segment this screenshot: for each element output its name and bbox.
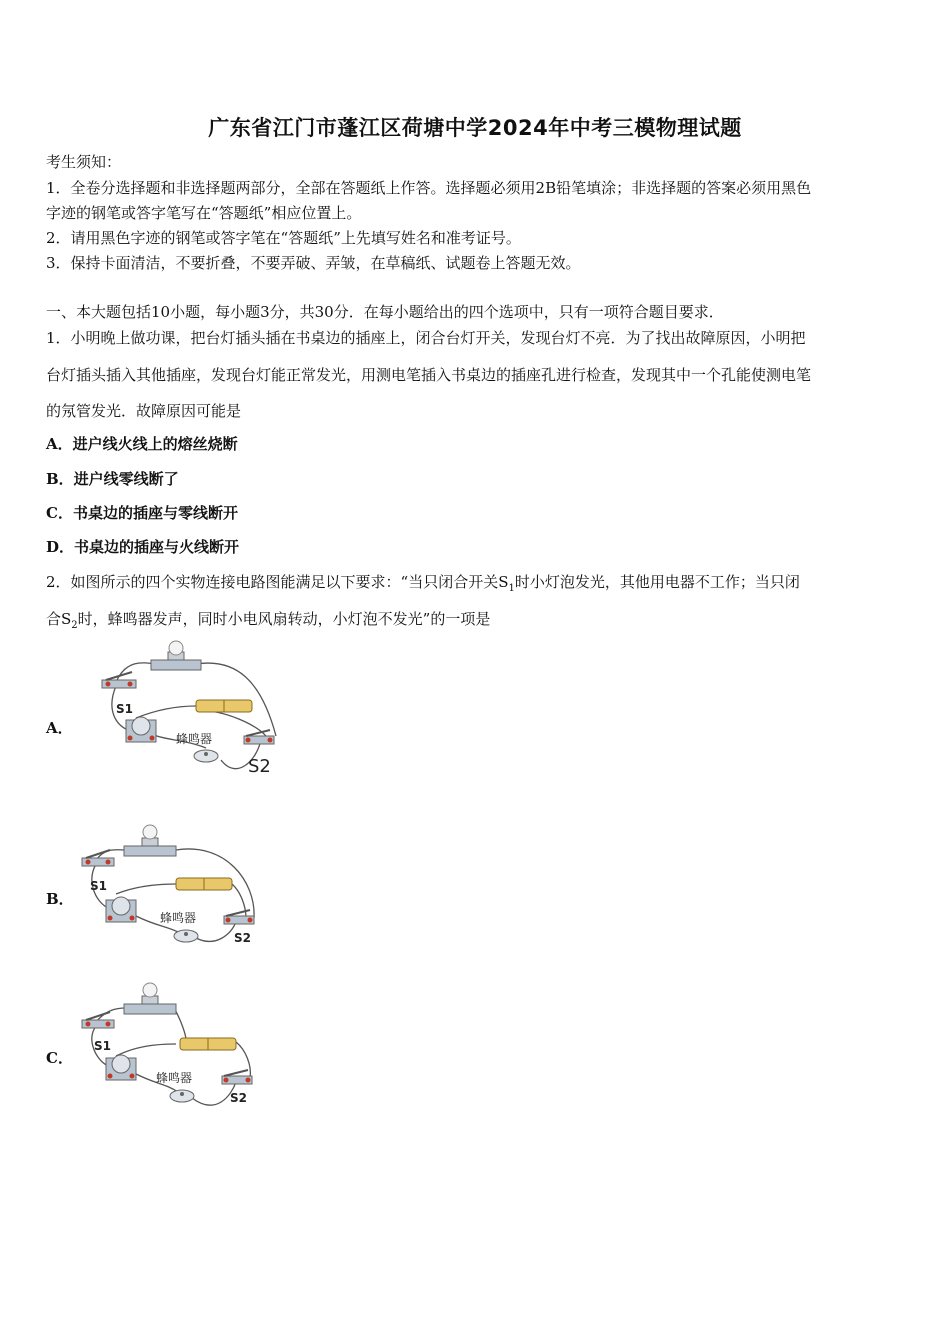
switch-s2-icon: [244, 730, 274, 744]
question-2-option-a-label: A．: [46, 719, 73, 737]
circuit-diagram-c: [76, 980, 266, 1110]
lamp-icon: [124, 825, 176, 856]
buzzer-icon: [174, 930, 198, 942]
buzzer-label: 蜂鸣器: [176, 732, 213, 746]
circuit-diagram-b: [76, 822, 266, 952]
lamp-icon: [124, 983, 176, 1014]
question-2-text: 合$S_2$时，蜂鸣器发声，同时小电风扇转动，小灯泡不发光”的一项是: [46, 610, 491, 631]
question-1-option-d: D．书桌边的插座与火线断开: [46, 538, 240, 556]
switch-s2-label: S2: [234, 931, 251, 945]
notice-item: 1．全卷分选择题和非选择题两部分，全部在答题纸上作答。选择题必须用2B铅笔填涂；非选择题的答案必须用黑色: [46, 179, 812, 197]
fan-icon: [106, 897, 136, 922]
battery-icon: [196, 700, 252, 712]
switch-s2-icon: [224, 910, 254, 924]
question-2-option-c-label: C．: [46, 1049, 73, 1067]
switch-s1-label: S1: [116, 702, 133, 716]
question-2-text: 2．如图所示的四个实物连接电路图能满足以下要求：“当只闭合开关$S_1$时小灯泡发光，其他用电器不工作；当只闭: [46, 573, 800, 594]
switch-s2-label: S2: [230, 1091, 247, 1105]
question-1-text: 的氖管发光．故障原因可能是: [46, 402, 242, 420]
switch-s1-icon: [102, 672, 136, 688]
switch-s1-label: S1: [90, 879, 107, 893]
question-1-text: 1．小明晚上做功课，把台灯插头插在书桌边的插座上，闭合台灯开关，发现台灯不亮．为了找出故障原因，小明把: [46, 329, 806, 347]
switch-s2-label: S2: [248, 756, 271, 777]
notice-item: 3．保持卡面清洁，不要折叠，不要弄破、弄皱，在草稿纸、试题卷上答题无效。: [46, 254, 581, 272]
notice-heading: 考生须知：: [46, 153, 122, 171]
question-2-option-b-label: B．: [46, 890, 74, 908]
fan-icon: [106, 1055, 136, 1080]
question-1-option-c: C．书桌边的插座与零线断开: [46, 504, 238, 522]
question-1-text: 台灯插头插入其他插座，发现台灯能正常发光，用测电笔插入书桌边的插座孔进行检查，发现其中一个孔能使测电笔: [46, 366, 812, 384]
battery-icon: [176, 878, 232, 890]
page-title: 广东省江门市蓬江区荷塘中学2024年中考三模物理试题: [208, 116, 742, 140]
buzzer-label: 蜂鸣器: [160, 911, 197, 925]
notice-item: 字迹的钢笔或答字笔写在“答题纸”相应位置上。: [46, 204, 362, 222]
battery-icon: [180, 1038, 236, 1050]
buzzer-label: 蜂鸣器: [156, 1071, 193, 1085]
circuit-diagram-a: [96, 640, 286, 780]
lamp-icon: [151, 641, 201, 670]
fan-icon: [126, 717, 156, 742]
notice-item: 2．请用黑色字迹的钢笔或答字笔在“答题纸”上先填写姓名和准考证号。: [46, 229, 521, 247]
switch-s2-icon: [222, 1070, 252, 1084]
question-1-option-a: A．进户线火线上的熔丝烧断: [46, 435, 238, 453]
section-heading: 一、本大题包括10小题，每小题3分，共30分．在每小题给出的四个选项中，只有一项符合题目要求．: [46, 303, 724, 321]
switch-s1-icon: [82, 1012, 114, 1028]
buzzer-icon: [170, 1090, 194, 1102]
switch-s1-icon: [82, 850, 114, 866]
switch-s1-label: S1: [94, 1039, 111, 1053]
question-1-option-b: B．进户线零线断了: [46, 470, 179, 488]
buzzer-icon: [194, 750, 218, 762]
